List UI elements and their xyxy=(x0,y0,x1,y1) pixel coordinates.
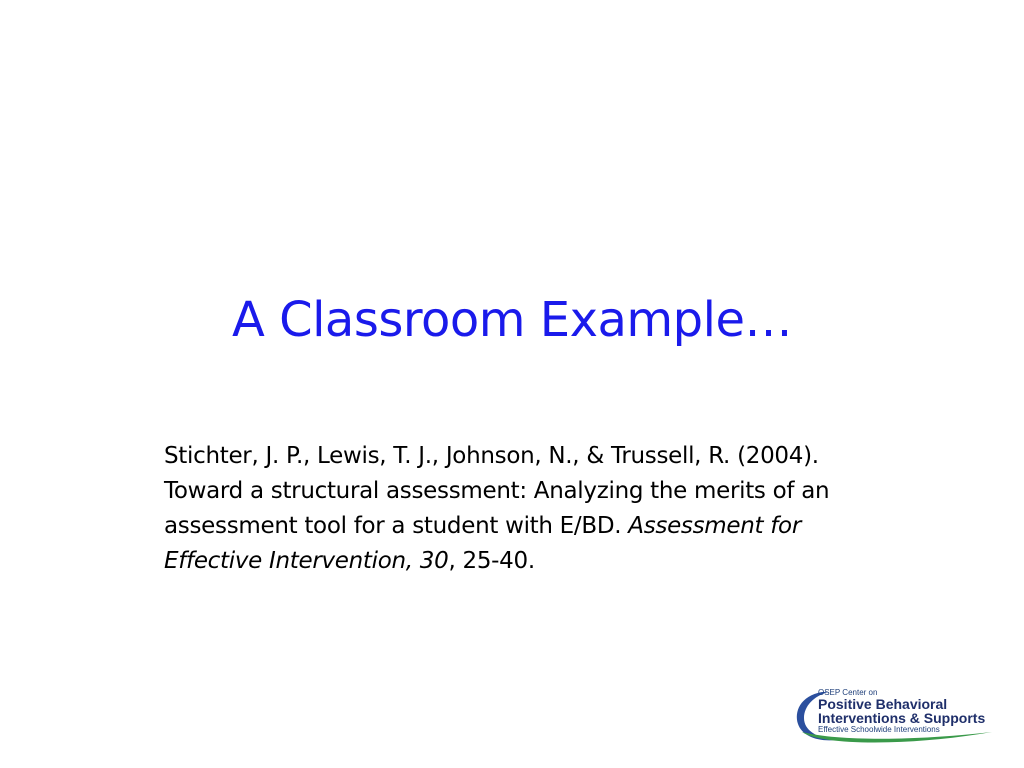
logo-line2: Positive Behavioral xyxy=(818,696,948,712)
logo-line1: OSEP Center on xyxy=(818,688,878,697)
pbis-logo xyxy=(792,688,996,744)
logo-text xyxy=(818,688,994,734)
slide-title: A Classroom Example… xyxy=(231,292,793,348)
citation-part2: , 25-40. xyxy=(448,548,535,574)
logo-line3: Interventions & Supports xyxy=(818,710,986,726)
citation-journal: Assessment for Effective Intervention, 30 xyxy=(164,513,801,574)
citation-text xyxy=(164,439,864,579)
citation-part1: Stichter, J. P., Lewis, T. J., Johnson, N., & Trussell, R. (2004). Toward a structural assessment: Analyzing the merits of an assessment tool for a student with E/BD. xyxy=(164,443,830,539)
logo-line4: Effective Schoolwide Interventions xyxy=(818,725,940,734)
